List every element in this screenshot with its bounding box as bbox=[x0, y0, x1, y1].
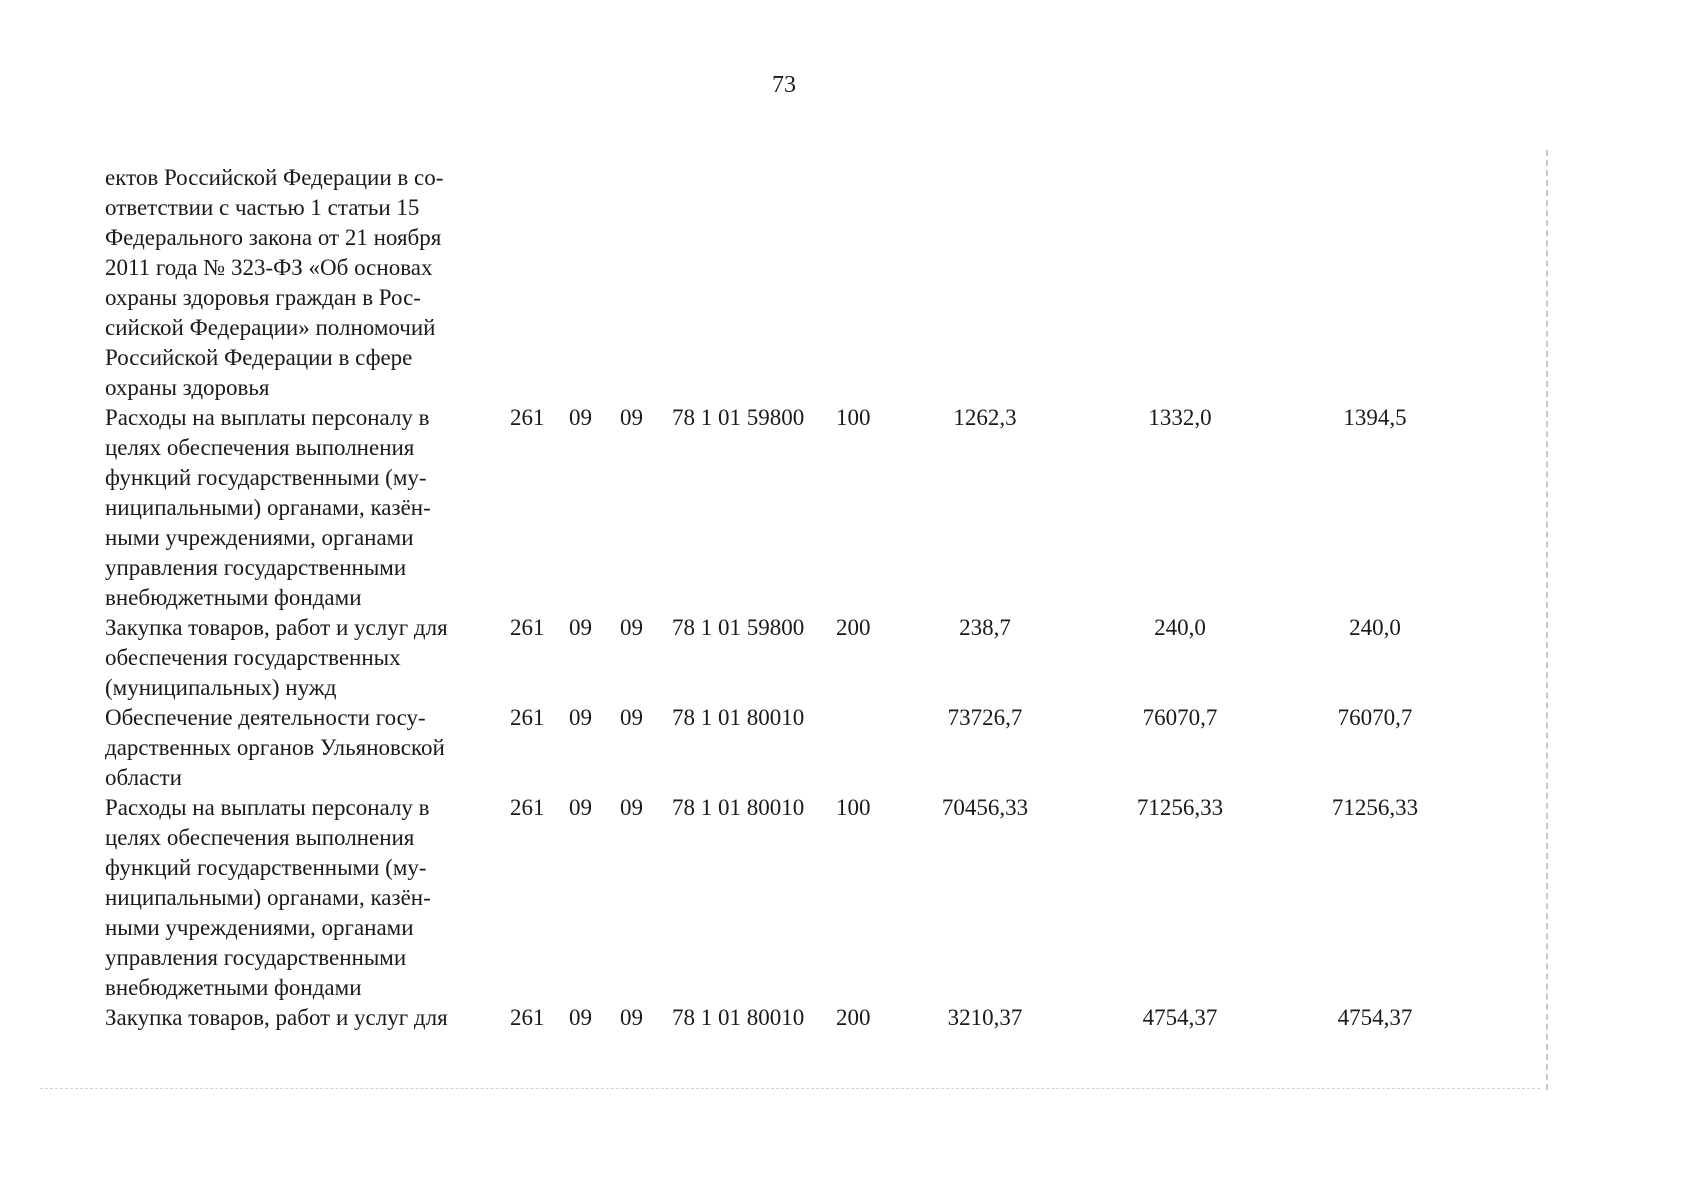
cell-amount-year1: 70456,33 bbox=[941, 795, 1029, 820]
table-row bbox=[105, 703, 1435, 793]
cell-amount-year2: 4754,37 bbox=[1142, 1005, 1218, 1030]
cell-section: 09 bbox=[569, 615, 592, 640]
cell-amount-year1: 3210,37 bbox=[947, 1005, 1023, 1030]
cell-gov-code: 261 bbox=[510, 705, 545, 730]
cell-gov-code: 261 bbox=[510, 1005, 545, 1030]
table-row bbox=[105, 403, 1435, 613]
cell-amount-year1: 238,7 bbox=[959, 615, 1011, 640]
page-number: 73 bbox=[772, 72, 796, 98]
cell-subsection: 09 bbox=[620, 705, 643, 730]
cell-amount-year3: 1394,5 bbox=[1343, 405, 1407, 430]
cell-subsection: 09 bbox=[620, 615, 643, 640]
row-description: ектов Российской Федерации в со- ответствии с частью 1 статьи 15 Федерального закона от 21 ноября 2011 года № 323-ФЗ «Об основах охраны здоровья граждан в Рос- сийской Федерации» полномочий Российской Федерации в сфере охраны здоровья bbox=[105, 165, 444, 400]
budget-table bbox=[105, 163, 1435, 1033]
table-row bbox=[105, 1003, 1435, 1033]
cell-amount-year3: 240,0 bbox=[1349, 615, 1401, 640]
row-description: Закупка товаров, работ и услуг для bbox=[105, 1005, 448, 1030]
cell-section: 09 bbox=[569, 795, 592, 820]
scan-edge-mark bbox=[1546, 150, 1548, 1090]
cell-amount-year2: 1332,0 bbox=[1148, 405, 1212, 430]
row-description: Обеспечение деятельности госу- дарственных органов Ульяновской области bbox=[105, 705, 445, 790]
cell-section: 09 bbox=[569, 705, 592, 730]
cell-amount-year3: 76070,7 bbox=[1337, 705, 1413, 730]
cell-gov-code: 261 bbox=[510, 615, 545, 640]
cell-subsection: 09 bbox=[620, 795, 643, 820]
cell-subsection: 09 bbox=[620, 1005, 643, 1030]
cell-subsection: 09 bbox=[620, 405, 643, 430]
cell-amount-year1: 1262,3 bbox=[953, 405, 1017, 430]
cell-gov-code: 261 bbox=[510, 405, 545, 430]
row-description: Расходы на выплаты персоналу в целях обеспечения выполнения функций государственными (му- ниципальными) органами, казён- ными учреждениями, органами управления государственными внебюджетными фондами bbox=[105, 795, 431, 1000]
cell-amount-year3: 4754,37 bbox=[1337, 1005, 1413, 1030]
cell-expense-type: 100 bbox=[836, 795, 871, 820]
cell-target-article: 78 1 01 80010 bbox=[672, 795, 805, 820]
cell-target-article: 78 1 01 80010 bbox=[672, 1005, 805, 1030]
cell-expense-type: 200 bbox=[836, 1005, 871, 1030]
cell-section: 09 bbox=[569, 1005, 592, 1030]
cell-amount-year2: 71256,33 bbox=[1136, 795, 1224, 820]
cell-section: 09 bbox=[569, 405, 592, 430]
cell-expense-type: 200 bbox=[836, 615, 871, 640]
row-description: Закупка товаров, работ и услуг для обеспечения государственных (муниципальных) нужд bbox=[105, 615, 448, 700]
table-row bbox=[105, 613, 1435, 703]
row-description: Расходы на выплаты персоналу в целях обеспечения выполнения функций государственными (му- ниципальными) органами, казён- ными учреждениями, органами управления государственными внебюджетными фондами bbox=[105, 405, 431, 610]
cell-target-article: 78 1 01 59800 bbox=[672, 405, 805, 430]
cell-amount-year1: 73726,7 bbox=[947, 705, 1023, 730]
table-row bbox=[105, 793, 1435, 1003]
cell-amount-year3: 71256,33 bbox=[1331, 795, 1419, 820]
table-row bbox=[105, 163, 1435, 403]
cell-target-article: 78 1 01 59800 bbox=[672, 615, 805, 640]
cell-amount-year2: 240,0 bbox=[1154, 615, 1206, 640]
scan-edge-mark bbox=[40, 1088, 1540, 1089]
cell-amount-year2: 76070,7 bbox=[1142, 705, 1218, 730]
cell-target-article: 78 1 01 80010 bbox=[672, 705, 805, 730]
cell-expense-type: 100 bbox=[836, 405, 871, 430]
cell-gov-code: 261 bbox=[510, 795, 545, 820]
